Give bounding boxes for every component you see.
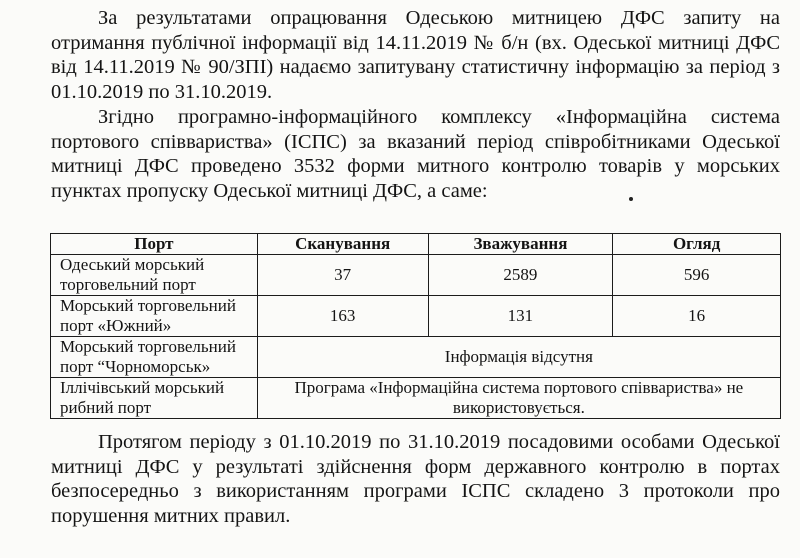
paragraph-request-response: За результатами опрацювання Одеською митницею ДФС запиту на отримання публічної інформації від 14.11.2019 № б/н (вх. Одеської митниці ДФС від 14.11.2019 № 90/ЗПІ) надаємо запитувану статистичну інформацію за період з 01.10.2019 по 31.10.2019. xyxy=(51,7,780,103)
scanning-cell: 37 xyxy=(257,255,428,296)
inspection-cell: 596 xyxy=(613,255,781,296)
port-name-cell: Одеський морський торговельний порт xyxy=(51,255,258,296)
header-port: Порт xyxy=(51,234,258,255)
table-row xyxy=(51,337,781,378)
paragraph-control-summary: Згідно програмно-інформаційного комплексу «Інформаційна система портового співвариства» (ІСПС) за вказаний період співробітниками Одеської митниці ДФС проведено 3532 форми митного контролю товарів у морських пунктах пропуску Одеської митниці ДФС, а саме: xyxy=(51,106,780,202)
header-inspection: Огляд xyxy=(613,234,781,255)
table-row xyxy=(51,378,781,419)
header-weighing: Зважування xyxy=(428,234,613,255)
program-not-used-cell: Програма «Інформаційна система портового співвариства» не використовується. xyxy=(257,378,780,419)
header-scanning: Сканування xyxy=(257,234,428,255)
table-row xyxy=(51,296,781,337)
port-name-cell: Морський торговельний порт “Чорноморськ» xyxy=(51,337,258,378)
scan-speck xyxy=(629,197,633,201)
port-name-cell: Морський торговельний порт «Южний» xyxy=(51,296,258,337)
weighing-cell: 131 xyxy=(428,296,613,337)
inspection-cell: 16 xyxy=(613,296,781,337)
customs-control-table xyxy=(50,233,781,419)
weighing-cell: 2589 xyxy=(428,255,613,296)
no-information-cell: Інформація відсутня xyxy=(257,337,780,378)
table-row xyxy=(51,255,781,296)
paragraph-protocols: Протягом періоду з 01.10.2019 по 31.10.2019 посадовими особами Одеської митниці ДФС у результаті здійснення форм державного контролю в портах безпосередньо з використанням програми ІСПС складено 3 протоколи про порушення митних правил. xyxy=(51,431,780,527)
scanning-cell: 163 xyxy=(257,296,428,337)
table-header-row xyxy=(51,234,781,255)
port-name-cell: Іллічівський морський рибний порт xyxy=(51,378,258,419)
